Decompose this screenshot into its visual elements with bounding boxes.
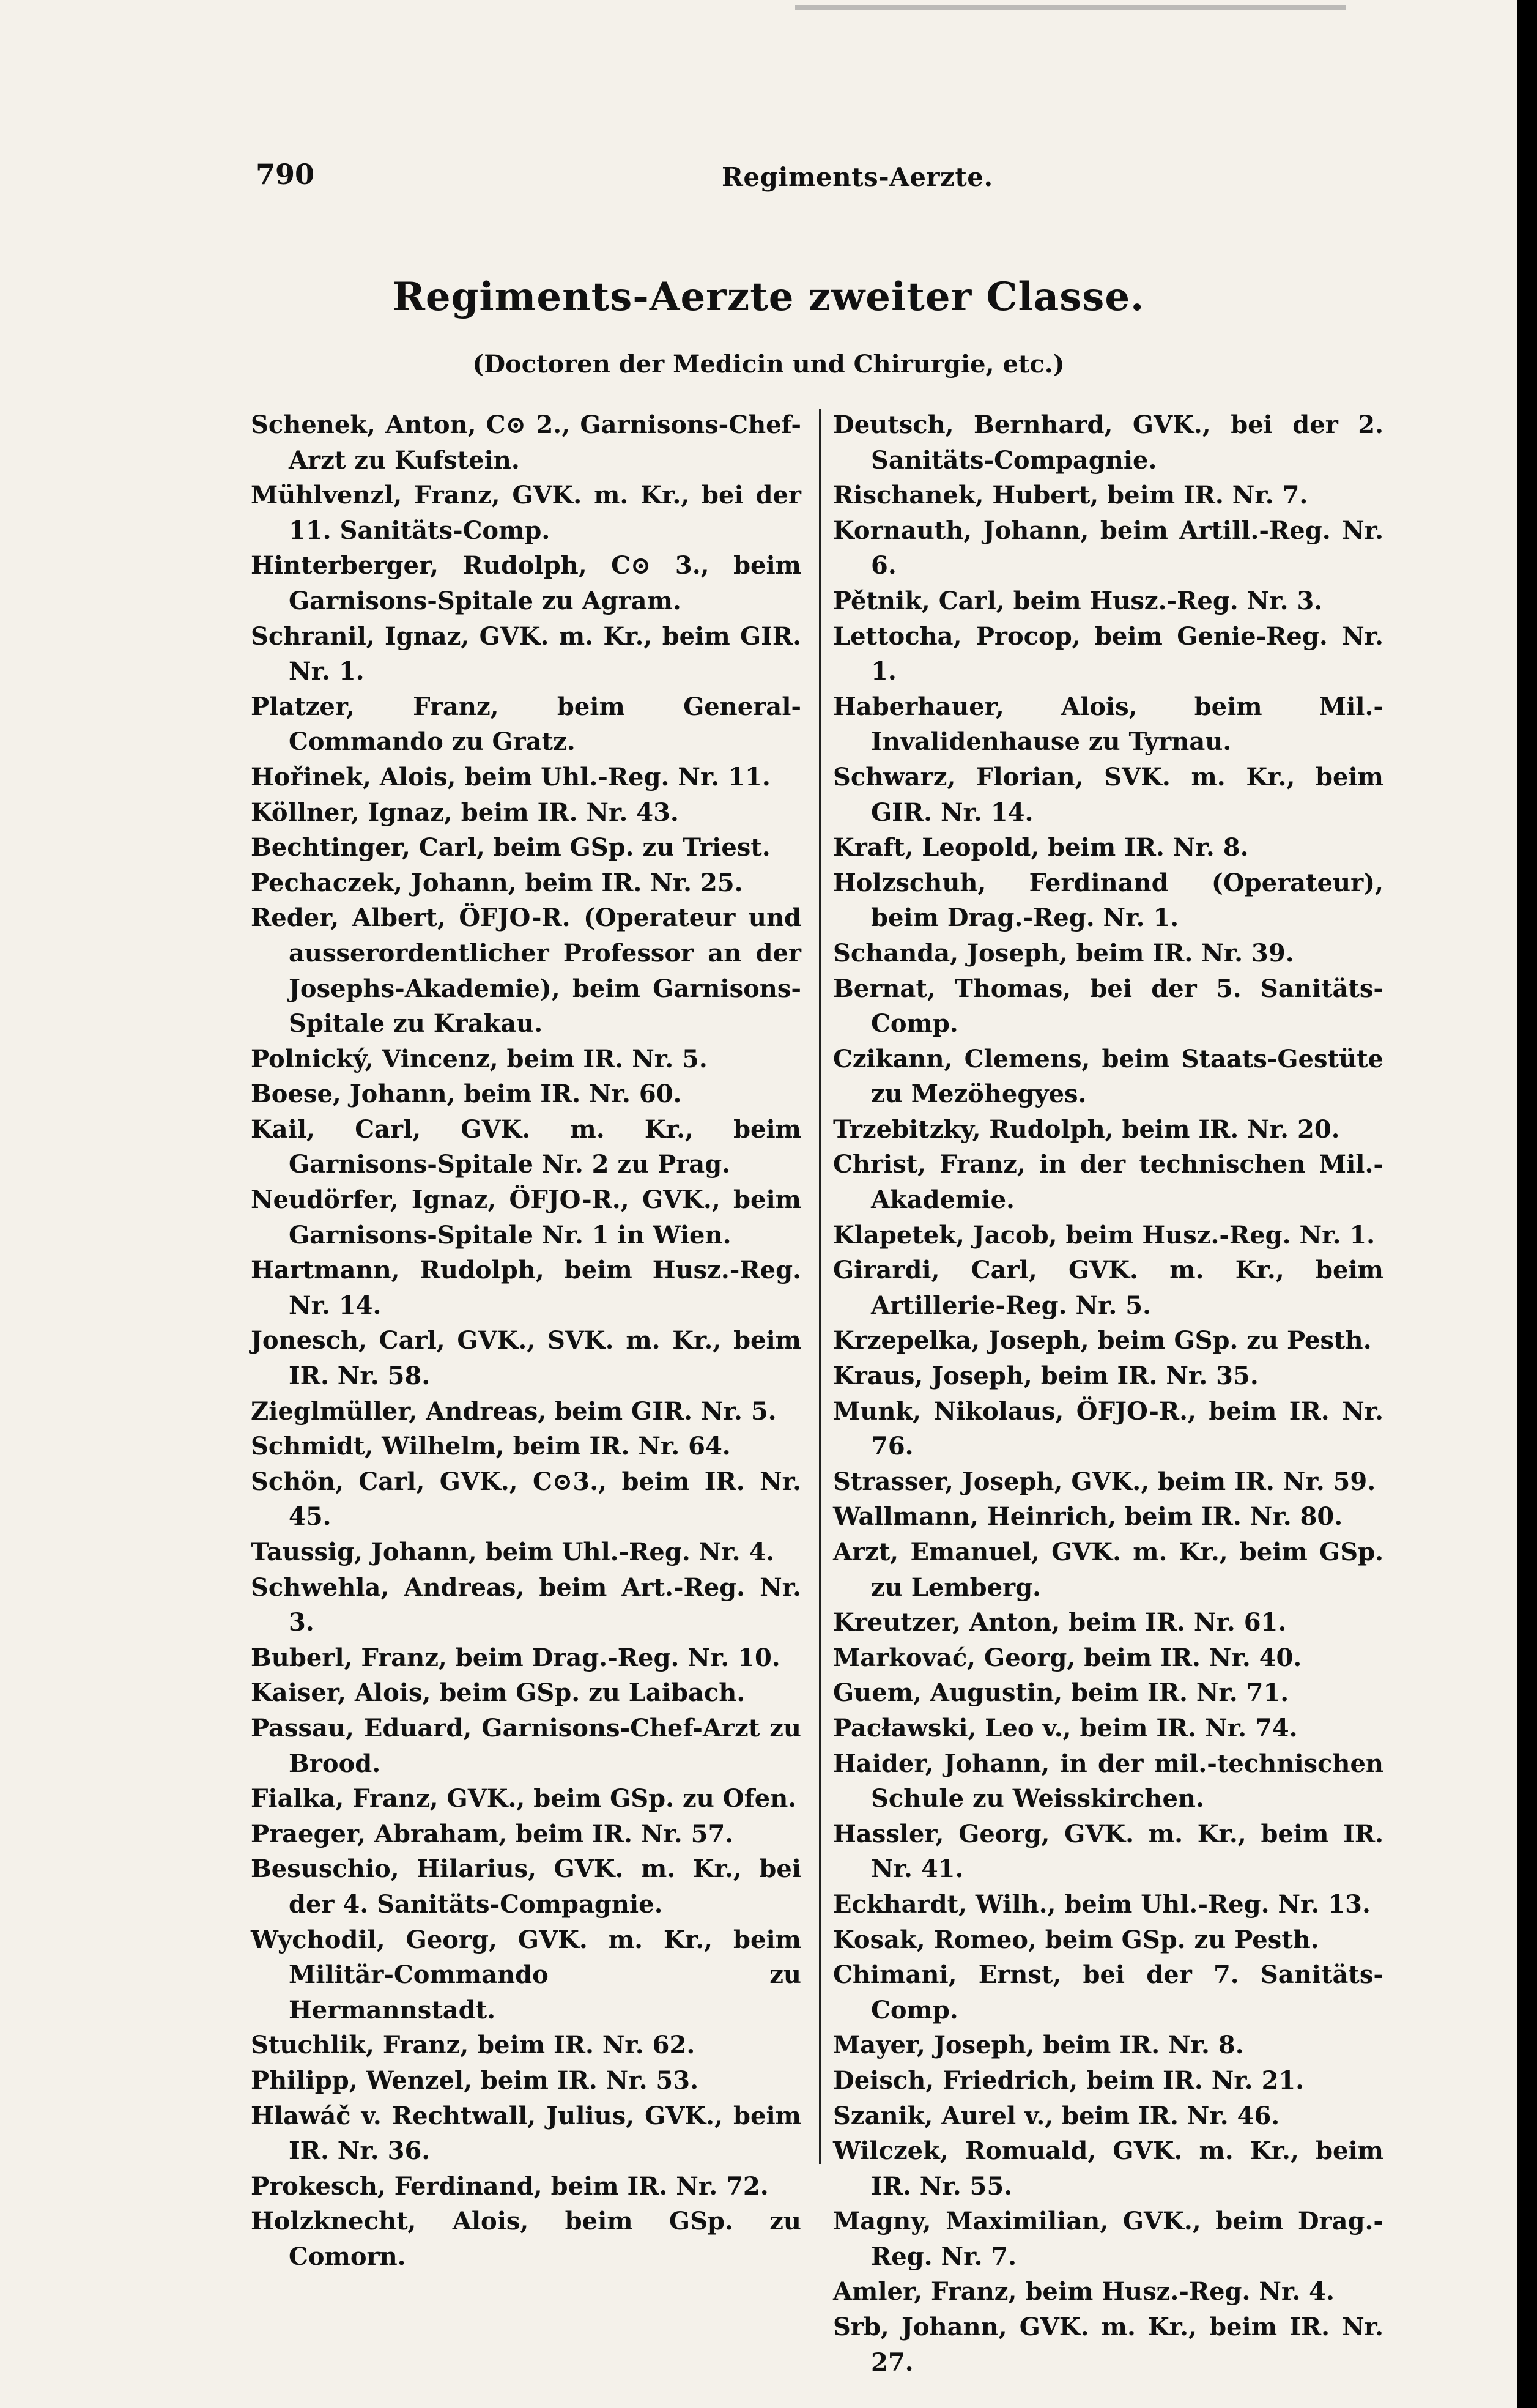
page-number: 790 (256, 158, 315, 191)
list-item: Kail, Carl, GVK. m. Kr., beim Garnisons-Spitale Nr. 2 zu Prag. (251, 1114, 801, 1179)
list-item: Krzepelka, Joseph, beim GSp. zu Pesth. (833, 1326, 1372, 1355)
list-item: Zieglmüller, Andreas, beim GIR. Nr. 5. (251, 1396, 777, 1426)
list-item: Deutsch, Bernhard, GVK., bei der 2. Sanitäts-Compagnie. (833, 410, 1383, 475)
list-item: Kornauth, Johann, beim Artill.-Reg. Nr. 6. (833, 516, 1383, 580)
list-item: Mühlvenzl, Franz, GVK. m. Kr., bei der 11. Sanitäts-Comp. (251, 481, 801, 545)
list-item: Guem, Augustin, beim IR. Nr. 71. (833, 1678, 1289, 1708)
list-item: Strasser, Joseph, GVK., beim IR. Nr. 59. (833, 1467, 1376, 1496)
section-title: Regiments-Aerzte zweiter Classe. (392, 274, 1145, 320)
list-item: Kaiser, Alois, beim GSp. zu Laibach. (251, 1678, 746, 1708)
list-item: Buberl, Franz, beim Drag.-Reg. Nr. 10. (251, 1643, 780, 1672)
list-item: Prokesch, Ferdinand, beim IR. Nr. 72. (251, 2171, 769, 2201)
list-item: Platzer, Franz, beim General-Commando zu Gratz. (251, 692, 801, 757)
list-item: Wallmann, Heinrich, beim IR. Nr. 80. (833, 1502, 1343, 1532)
list-item: Kraus, Joseph, beim IR. Nr. 35. (833, 1361, 1259, 1391)
list-item: Holzschuh, Ferdinand (Operateur), beim Drag.-Reg. Nr. 1. (833, 868, 1383, 933)
list-item: Schön, Carl, GVK., C⊙3., beim IR. Nr. 45. (251, 1467, 801, 1532)
list-item: Jonesch, Carl, GVK., SVK. m. Kr., beim IR. Nr. 58. (251, 1326, 801, 1391)
section-subtitle: (Doctoren der Medicin und Chirurgie, etc.) (472, 350, 1065, 379)
list-item: Boese, Johann, beim IR. Nr. 60. (251, 1080, 682, 1109)
list-item: Mayer, Joseph, beim IR. Nr. 8. (833, 2031, 1244, 2060)
list-item: Bernat, Thomas, bei der 5. Sanitäts-Comp. (833, 974, 1383, 1039)
list-item: Fialka, Franz, GVK., beim GSp. zu Ofen. (251, 1784, 797, 1813)
list-item: Schwarz, Florian, SVK. m. Kr., beim GIR. Nr. 14. (833, 762, 1383, 827)
list-item: Chimani, Ernst, bei der 7. Sanitäts-Comp. (833, 1960, 1383, 2025)
list-item: Schranil, Ignaz, GVK. m. Kr., beim GIR. Nr. 1. (251, 621, 801, 686)
list-item: Pechaczek, Johann, beim IR. Nr. 25. (251, 868, 743, 897)
top-edge-shadow (795, 5, 1346, 10)
list-item: Wilczek, Romuald, GVK. m. Kr., beim IR. Nr. 55. (833, 2136, 1383, 2201)
list-item: Pacławski, Leo v., beim IR. Nr. 74. (833, 1713, 1298, 1743)
running-title: Regiments-Aerzte. (722, 162, 993, 192)
list-item: Philipp, Wenzel, beim IR. Nr. 53. (251, 2065, 699, 2095)
list-item: Neudörfer, Ignaz, ÖFJO-R., GVK., beim Garnisons-Spitale Nr. 1 in Wien. (251, 1185, 801, 1250)
right-column (833, 407, 1383, 2380)
list-item: Hořinek, Alois, beim Uhl.-Reg. Nr. 11. (251, 762, 771, 791)
list-item: Schwehla, Andreas, beim Art.-Reg. Nr. 3. (251, 1573, 801, 1637)
list-item: Szanik, Aurel v., beim IR. Nr. 46. (833, 2101, 1280, 2130)
list-item: Amler, Franz, beim Husz.-Reg. Nr. 4. (833, 2277, 1335, 2306)
list-item: Köllner, Ignaz, beim IR. Nr. 43. (251, 798, 679, 827)
list-item: Trzebitzky, Rudolph, beim IR. Nr. 20. (833, 1114, 1340, 1144)
list-item: Eckhardt, Wilh., beim Uhl.-Reg. Nr. 13. (833, 1889, 1371, 1919)
list-item: Lettocha, Procop, beim Genie-Reg. Nr. 1. (833, 621, 1383, 686)
list-item: Pětnik, Carl, beim Husz.-Reg. Nr. 3. (833, 586, 1323, 615)
list-item: Reder, Albert, ÖFJO-R. (Operateur und ausserordentlicher Professor an der Josephs-Akademie), beim Garnisons-Spitale zu Krakau. (251, 903, 801, 1039)
list-item: Munk, Nikolaus, ÖFJO-R., beim IR. Nr. 76. (833, 1396, 1383, 1461)
list-item: Hlawáč v. Rechtwall, Julius, GVK., beim IR. Nr. 36. (251, 2101, 801, 2166)
list-item: Christ, Franz, in der technischen Mil.-Akademie. (833, 1150, 1383, 1215)
list-item: Hassler, Georg, GVK. m. Kr., beim IR. Nr. 41. (833, 1819, 1383, 1884)
list-item: Haberhauer, Alois, beim Mil.-Invalidenhause zu Tyrnau. (833, 692, 1383, 757)
list-item: Rischanek, Hubert, beim IR. Nr. 7. (833, 481, 1308, 510)
list-item: Bechtinger, Carl, beim GSp. zu Triest. (251, 833, 771, 862)
list-item: Kreutzer, Anton, beim IR. Nr. 61. (833, 1608, 1287, 1637)
list-item: Taussig, Johann, beim Uhl.-Reg. Nr. 4. (251, 1538, 775, 1566)
list-item: Holzknecht, Alois, beim GSp. zu Comorn. (251, 2207, 801, 2271)
list-item: Czikann, Clemens, beim Staats-Gestüte zu Mezöhegyes. (833, 1044, 1383, 1109)
list-item: Arzt, Emanuel, GVK. m. Kr., beim GSp. zu Lemberg. (833, 1538, 1383, 1602)
list-item: Schenek, Anton, C⊙ 2., Garnisons-Chef-Arzt zu Kufstein. (251, 410, 801, 475)
list-item: Besuschio, Hilarius, GVK. m. Kr., bei der 4. Sanitäts-Compagnie. (251, 1854, 801, 1919)
list-item: Polnický, Vincenz, beim IR. Nr. 5. (251, 1044, 708, 1073)
list-item: Kraft, Leopold, beim IR. Nr. 8. (833, 833, 1249, 862)
list-item: Hartmann, Rudolph, beim Husz.-Reg. Nr. 14. (251, 1256, 801, 1320)
column-divider (819, 409, 821, 2164)
list-item: Srb, Johann, GVK. m. Kr., beim IR. Nr. 27. (833, 2313, 1383, 2377)
list-item: Kosak, Romeo, beim GSp. zu Pesth. (833, 1925, 1319, 1954)
list-item: Praeger, Abraham, beim IR. Nr. 57. (251, 1819, 734, 1848)
list-item: Haider, Johann, in der mil.-technischen Schule zu Weisskirchen. (833, 1749, 1383, 1813)
left-column (251, 407, 801, 2274)
list-item: Hinterberger, Rudolph, C⊙ 3., beim Garnisons-Spitale zu Agram. (251, 551, 801, 615)
list-item: Stuchlik, Franz, beim IR. Nr. 62. (251, 2031, 695, 2060)
list-item: Schmidt, Wilhelm, beim IR. Nr. 64. (251, 1432, 731, 1461)
list-item: Passau, Eduard, Garnisons-Chef-Arzt zu Brood. (251, 1713, 801, 1778)
list-item: Girardi, Carl, GVK. m. Kr., beim Artillerie-Reg. Nr. 5. (833, 1256, 1383, 1320)
list-item: Deisch, Friedrich, beim IR. Nr. 21. (833, 2065, 1305, 2095)
list-item: Markovać, Georg, beim IR. Nr. 40. (833, 1643, 1302, 1672)
list-item: Wychodil, Georg, GVK. m. Kr., beim Militär-Commando zu Hermannstadt. (251, 1925, 801, 2025)
list-item: Klapetek, Jacob, beim Husz.-Reg. Nr. 1. (833, 1220, 1376, 1250)
list-item: Magny, Maximilian, GVK., beim Drag.-Reg. Nr. 7. (833, 2207, 1383, 2271)
list-item: Schanda, Joseph, beim IR. Nr. 39. (833, 938, 1294, 968)
